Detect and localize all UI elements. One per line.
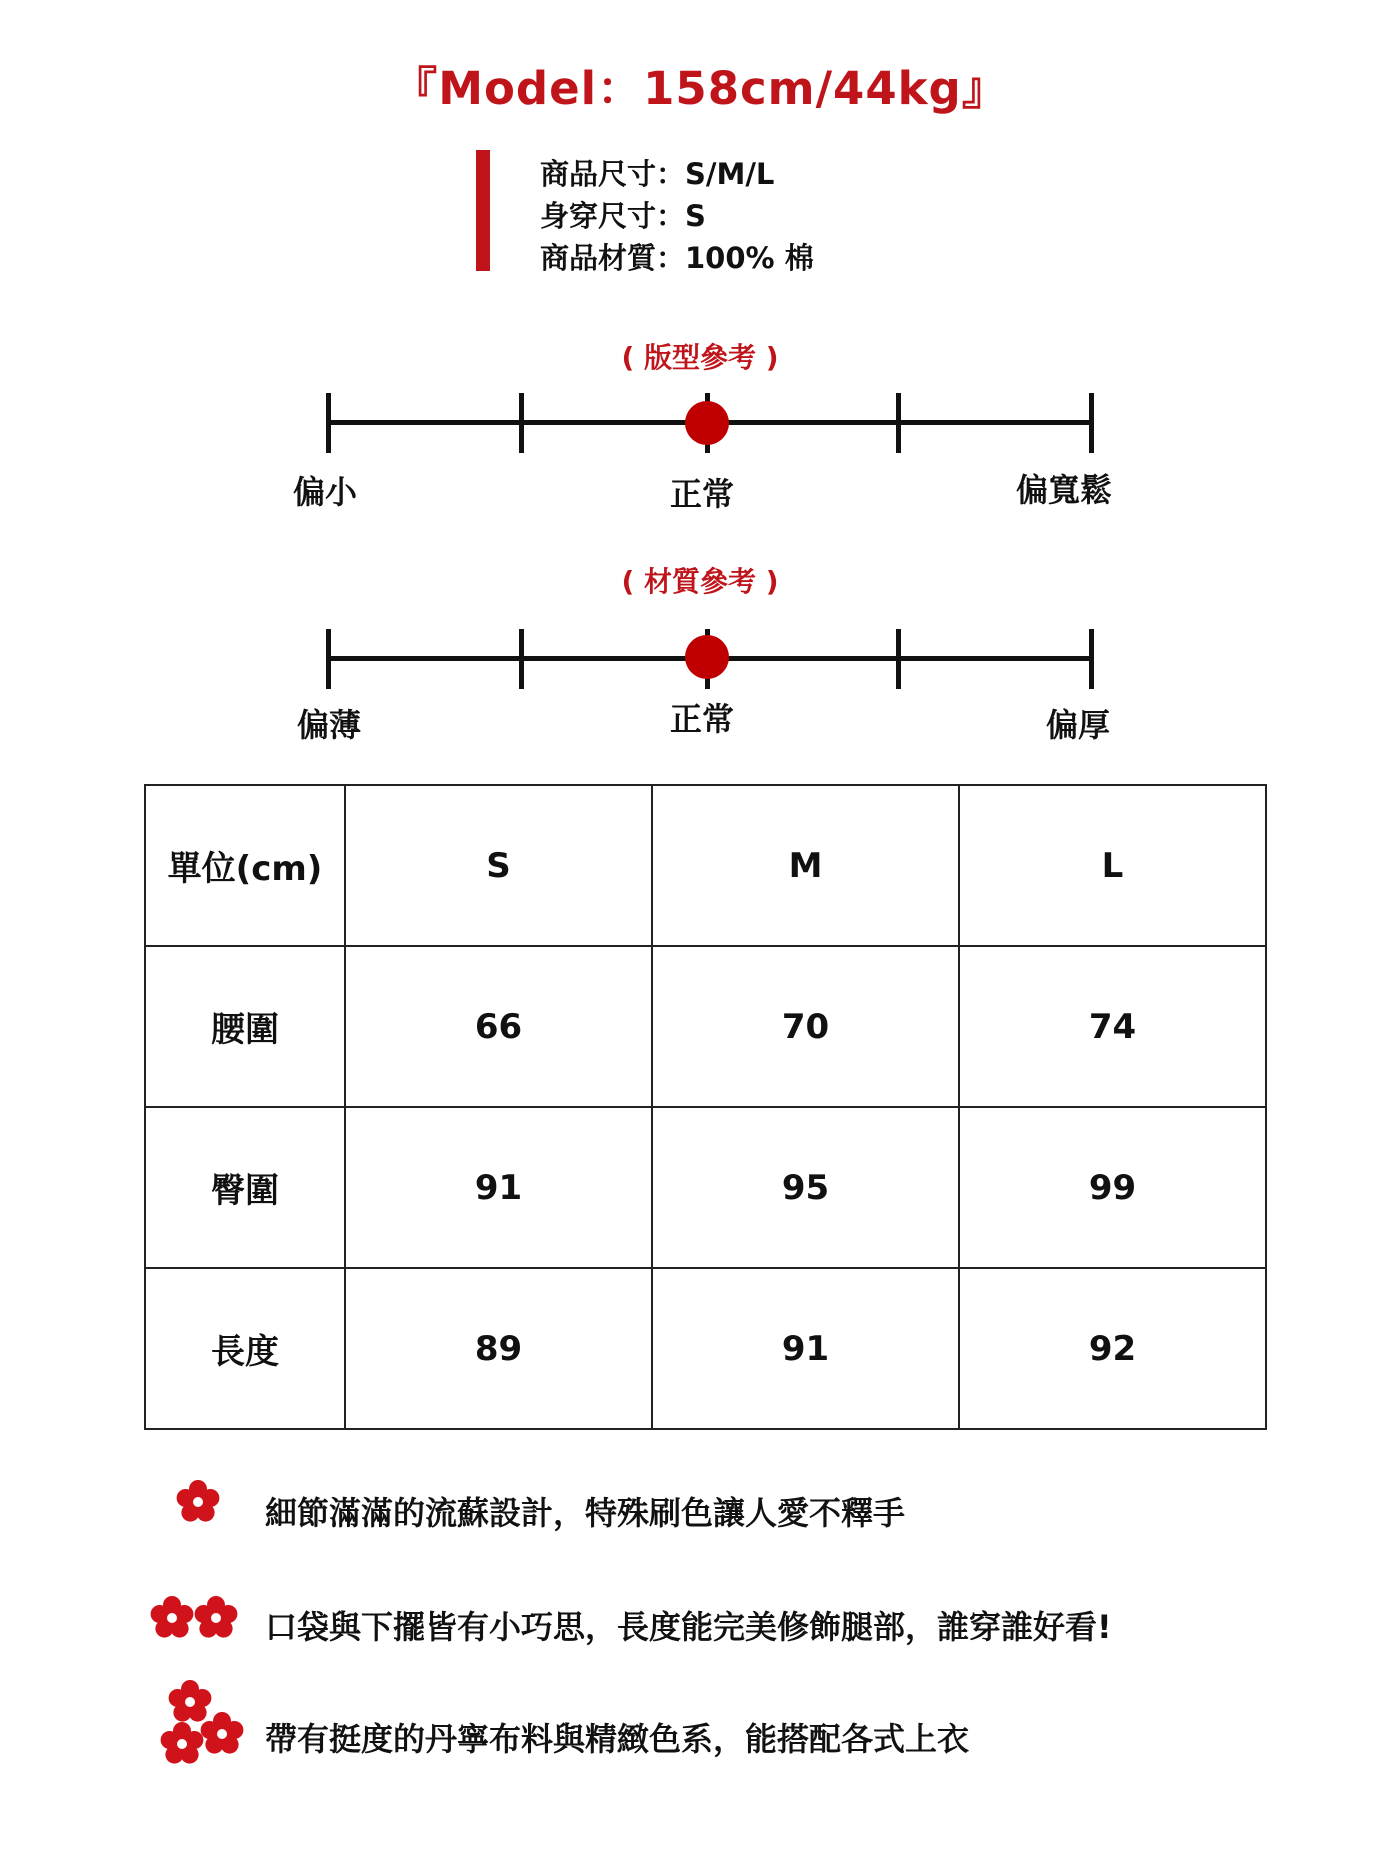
table-header-row [145,785,1266,946]
fit-indicator-dot [685,401,729,445]
material-tick [326,629,331,689]
header-size-l: L [959,785,1266,946]
feature-text-2: 口袋與下擺皆有小巧思，長度能完美修飾腿部，誰穿誰好看! [265,1608,1112,1646]
table-cell: 66 [345,946,652,1107]
table-cell: 92 [959,1268,1266,1429]
feature-text-1: 細節滿滿的流蘇設計，特殊刷色讓人愛不釋手 [265,1494,906,1532]
header-size-s: S [345,785,652,946]
size-table [144,784,1267,1430]
material-indicator-dot [685,635,729,679]
row-label-hip: 臀圍 [145,1107,345,1268]
feature-text-3: 帶有挺度的丹寧布料與精緻色系，能搭配各式上衣 [265,1720,970,1758]
material-tick [519,629,524,689]
table-cell: 99 [959,1107,1266,1268]
material-scale-label: ( 材質參考 ) [621,565,779,598]
table-cell: 95 [652,1107,959,1268]
flower-icon [150,1596,194,1640]
table-cell: 74 [959,946,1266,1107]
fit-tick [519,393,524,453]
flower-icon [200,1712,244,1756]
row-label-length: 長度 [145,1268,345,1429]
material-right-label: 偏厚 [1046,706,1111,744]
table-cell: 91 [652,1268,959,1429]
flower-icon [176,1480,220,1524]
info-worn-size: 身穿尺寸：S [540,199,706,233]
fit-scale-label: ( 版型參考 ) [621,341,779,374]
fit-tick [896,393,901,453]
header-size-m: M [652,785,959,946]
table-row [145,946,1266,1107]
material-left-label: 偏薄 [297,706,362,744]
row-label-waist: 腰圍 [145,946,345,1107]
table-cell: 89 [345,1268,652,1429]
material-tick [1089,629,1094,689]
flower-icon [160,1722,204,1766]
fit-tick [326,393,331,453]
info-material: 商品材質：100% 棉 [540,241,814,275]
table-cell: 70 [652,946,959,1107]
material-center-label: 正常 [670,700,735,738]
table-row [145,1268,1266,1429]
fit-left-label: 偏小 [293,473,358,511]
table-row [145,1107,1266,1268]
table-cell: 91 [345,1107,652,1268]
fit-right-label: 偏寬鬆 [1016,471,1113,509]
info-product-size: 商品尺寸：S/M/L [540,157,775,191]
fit-center-label: 正常 [670,475,735,513]
flower-icon [194,1596,238,1640]
model-heading: 『Model：158cm/44kg』 [392,62,1008,115]
fit-tick [1089,393,1094,453]
info-accent-bar [476,150,490,271]
material-tick [896,629,901,689]
header-unit: 單位(cm) [145,785,345,946]
